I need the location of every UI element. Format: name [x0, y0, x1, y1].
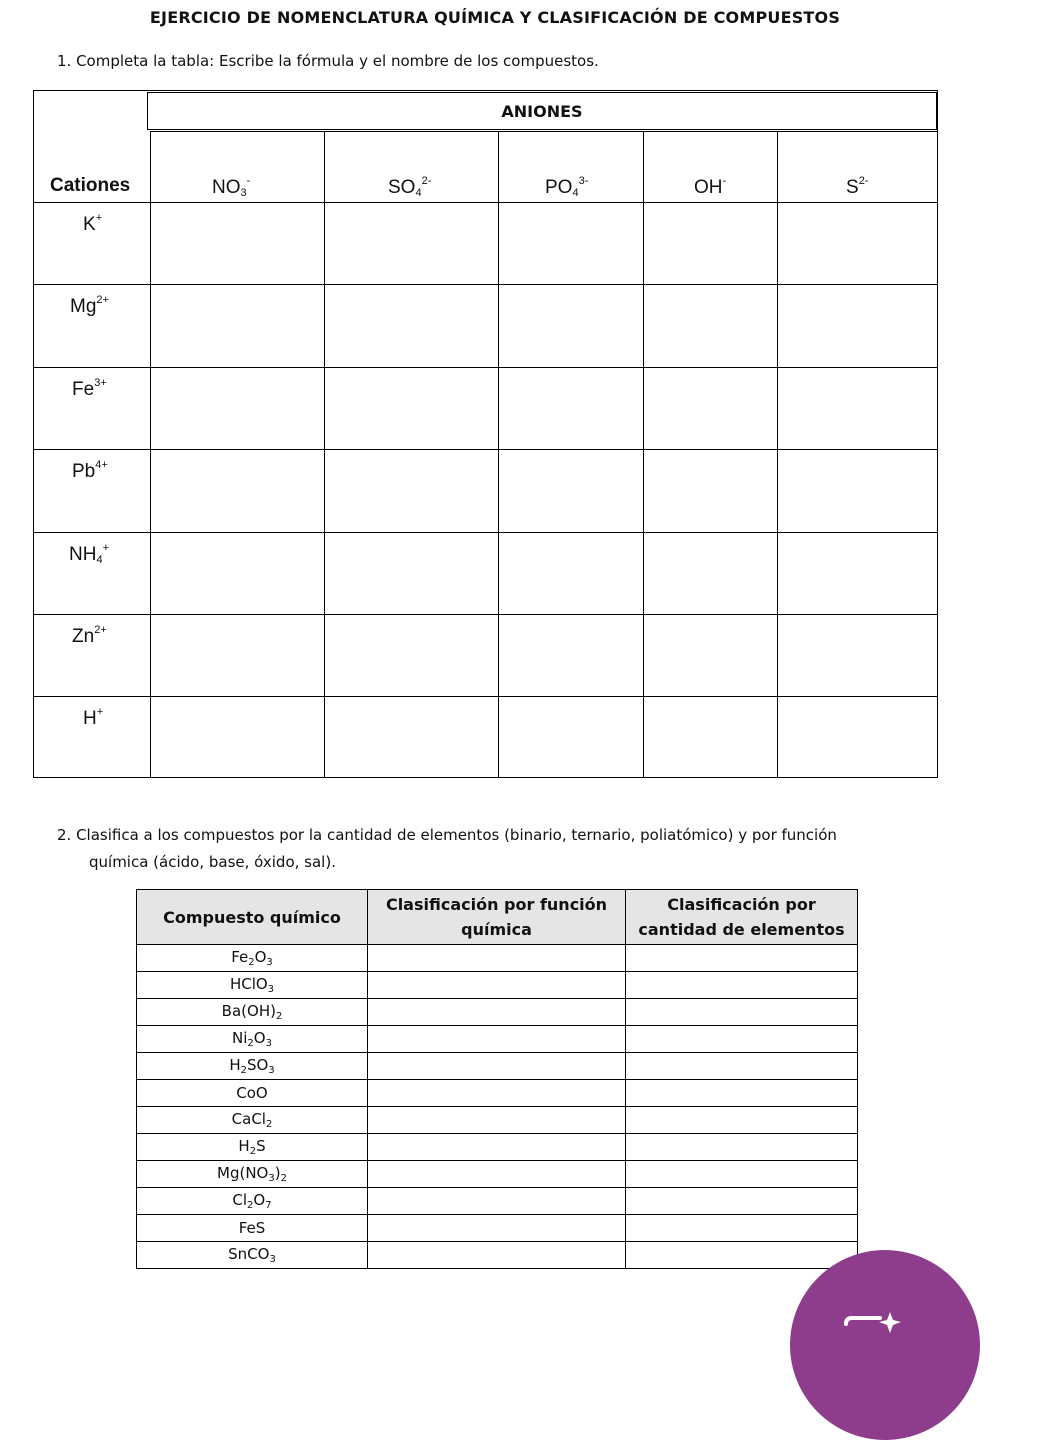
compound-formula: CaCl$_2$: [137, 1107, 368, 1134]
question-2-instruction-line2: química (ácido, base, óxido, sal).: [89, 853, 336, 871]
cation-label-0: K+: [83, 212, 103, 235]
compound-formula: $Ni_2O_3$: [137, 1026, 368, 1053]
funcion-answer-cell[interactable]: [368, 1053, 626, 1080]
compound-formula: $Fe_2O_3$: [137, 945, 368, 972]
funcion-answer-cell[interactable]: [368, 1107, 626, 1134]
compound-answer-cell[interactable]: [152, 534, 322, 612]
table-row: [137, 1026, 858, 1053]
cantidad-answer-cell[interactable]: [626, 1242, 858, 1269]
compound-formula: HClO$_3$: [137, 972, 368, 999]
compound-answer-cell[interactable]: [152, 369, 322, 447]
cation-label-2: $Fe^{3+}$: [72, 377, 107, 400]
compound-answer-cell[interactable]: [500, 286, 641, 365]
funcion-answer-cell[interactable]: [368, 945, 626, 972]
document-title: EJERCICIO DE NOMENCLATURA QUÍMICA Y CLASIFICACIÓN DE COMPUESTOS: [149, 8, 841, 27]
compound-formula: CoO: [137, 1080, 368, 1107]
compound-answer-cell[interactable]: [645, 534, 775, 612]
compound-answer-cell[interactable]: [500, 616, 641, 694]
cantidad-answer-cell[interactable]: [626, 999, 858, 1026]
anion-header-1: $SO_4^{2-}$: [388, 175, 432, 199]
compound-answer-cell[interactable]: [326, 534, 496, 612]
cantidad-answer-cell[interactable]: [626, 972, 858, 999]
cation-label-1: $Mg^{2+}$: [70, 294, 109, 317]
question-1-instruction: 1. Completa la tabla: Escribe la fórmula y el nombre de los compuestos.: [57, 52, 599, 70]
funcion-answer-cell[interactable]: [368, 999, 626, 1026]
compound-answer-cell[interactable]: [645, 286, 775, 365]
compound-answer-cell[interactable]: [779, 286, 935, 365]
cantidad-answer-cell[interactable]: [626, 1188, 858, 1215]
nomenclature-table: [33, 90, 938, 778]
compound-answer-cell[interactable]: [779, 369, 935, 447]
cation-label-6: H+: [83, 706, 104, 729]
compound-answer-cell[interactable]: [152, 204, 322, 282]
question-2-instruction-line1: 2. Clasifica a los compuestos por la cantidad de elementos (binario, ternario, poliatómico) y por función: [57, 826, 837, 844]
compound-answer-cell[interactable]: [152, 286, 322, 365]
funcion-answer-cell[interactable]: [368, 1080, 626, 1107]
compound-answer-cell[interactable]: [500, 534, 641, 612]
compound-formula: FeS: [137, 1215, 368, 1242]
compound-answer-cell[interactable]: [779, 451, 935, 530]
compound-answer-cell[interactable]: [326, 616, 496, 694]
cationes-header: Cationes: [50, 175, 131, 196]
compound-answer-cell[interactable]: [779, 616, 935, 694]
table-row: [137, 1242, 858, 1269]
compound-answer-cell[interactable]: [500, 369, 641, 447]
compound-formula: $Ba(OH)_2$: [137, 999, 368, 1026]
compound-answer-cell[interactable]: [779, 534, 935, 612]
cantidad-answer-cell[interactable]: [626, 1134, 858, 1161]
compound-answer-cell[interactable]: [326, 369, 496, 447]
compound-answer-cell[interactable]: [152, 616, 322, 694]
anion-header-2: $PO_4^{3-}$: [545, 175, 589, 199]
header-compuesto: Compuesto químico: [137, 890, 368, 945]
compound-formula: $H_2SO_3$: [137, 1053, 368, 1080]
anion-header-0: $NO_3^-$: [212, 175, 251, 199]
compound-formula: $Mg(NO_3)_2$: [137, 1161, 368, 1188]
compound-answer-cell[interactable]: [645, 698, 775, 775]
funcion-answer-cell[interactable]: [368, 1134, 626, 1161]
cantidad-answer-cell[interactable]: [626, 1026, 858, 1053]
cantidad-answer-cell[interactable]: [626, 1107, 858, 1134]
compound-answer-cell[interactable]: [152, 451, 322, 530]
funcion-answer-cell[interactable]: [368, 1026, 626, 1053]
anion-header-3: OH-: [694, 175, 727, 198]
compound-answer-cell[interactable]: [500, 698, 641, 775]
table-row: [137, 1134, 858, 1161]
table-row: [137, 1161, 858, 1188]
header-cantidad: Clasificación por cantidad de elementos: [626, 890, 858, 945]
compound-answer-cell[interactable]: [500, 204, 641, 282]
compound-formula: $Cl_2O_7$: [137, 1188, 368, 1215]
cantidad-answer-cell[interactable]: [626, 945, 858, 972]
cation-label-4: $NH_4^+$: [69, 542, 110, 566]
funcion-answer-cell[interactable]: [368, 1215, 626, 1242]
compound-answer-cell[interactable]: [326, 698, 496, 775]
funcion-answer-cell[interactable]: [368, 972, 626, 999]
compound-answer-cell[interactable]: [779, 698, 935, 775]
compound-answer-cell[interactable]: [779, 204, 935, 282]
cantidad-answer-cell[interactable]: [626, 1161, 858, 1188]
compound-formula: SnCO$_3$: [137, 1242, 368, 1269]
anion-header-4: $S^{2-}$: [846, 175, 869, 198]
table-row: [137, 972, 858, 999]
compound-answer-cell[interactable]: [326, 286, 496, 365]
compound-formula: $H_2S$: [137, 1134, 368, 1161]
aniones-header: ANIONES: [147, 92, 937, 130]
sparkle-card-icon: [842, 1312, 902, 1352]
table-row: [137, 945, 858, 972]
table-row: [137, 1053, 858, 1080]
table-row: [137, 1080, 858, 1107]
cantidad-answer-cell[interactable]: [626, 1080, 858, 1107]
cation-label-5: $Zn^{2+}$: [72, 624, 107, 647]
funcion-answer-cell[interactable]: [368, 1188, 626, 1215]
compound-answer-cell[interactable]: [645, 451, 775, 530]
cantidad-answer-cell[interactable]: [626, 1053, 858, 1080]
compound-answer-cell[interactable]: [500, 451, 641, 530]
funcion-answer-cell[interactable]: [368, 1161, 626, 1188]
compound-answer-cell[interactable]: [645, 204, 775, 282]
compound-answer-cell[interactable]: [152, 698, 322, 775]
classification-header-row: [137, 890, 858, 945]
funcion-answer-cell[interactable]: [368, 1242, 626, 1269]
assistant-badge[interactable]: [790, 1250, 980, 1440]
header-funcion: Clasificación por función química: [368, 890, 626, 945]
compound-answer-cell[interactable]: [326, 451, 496, 530]
table-row: [137, 1215, 858, 1242]
classification-table: [136, 889, 858, 1269]
cantidad-answer-cell[interactable]: [626, 1215, 858, 1242]
compound-answer-cell[interactable]: [645, 369, 775, 447]
compound-answer-cell[interactable]: [645, 616, 775, 694]
compound-answer-cell[interactable]: [326, 204, 496, 282]
table-row: [137, 1188, 858, 1215]
aniones-underline: [150, 131, 937, 132]
cation-label-3: $Pb^{4+}$: [72, 459, 108, 482]
table-row: [137, 1107, 858, 1134]
table-row: [137, 999, 858, 1026]
